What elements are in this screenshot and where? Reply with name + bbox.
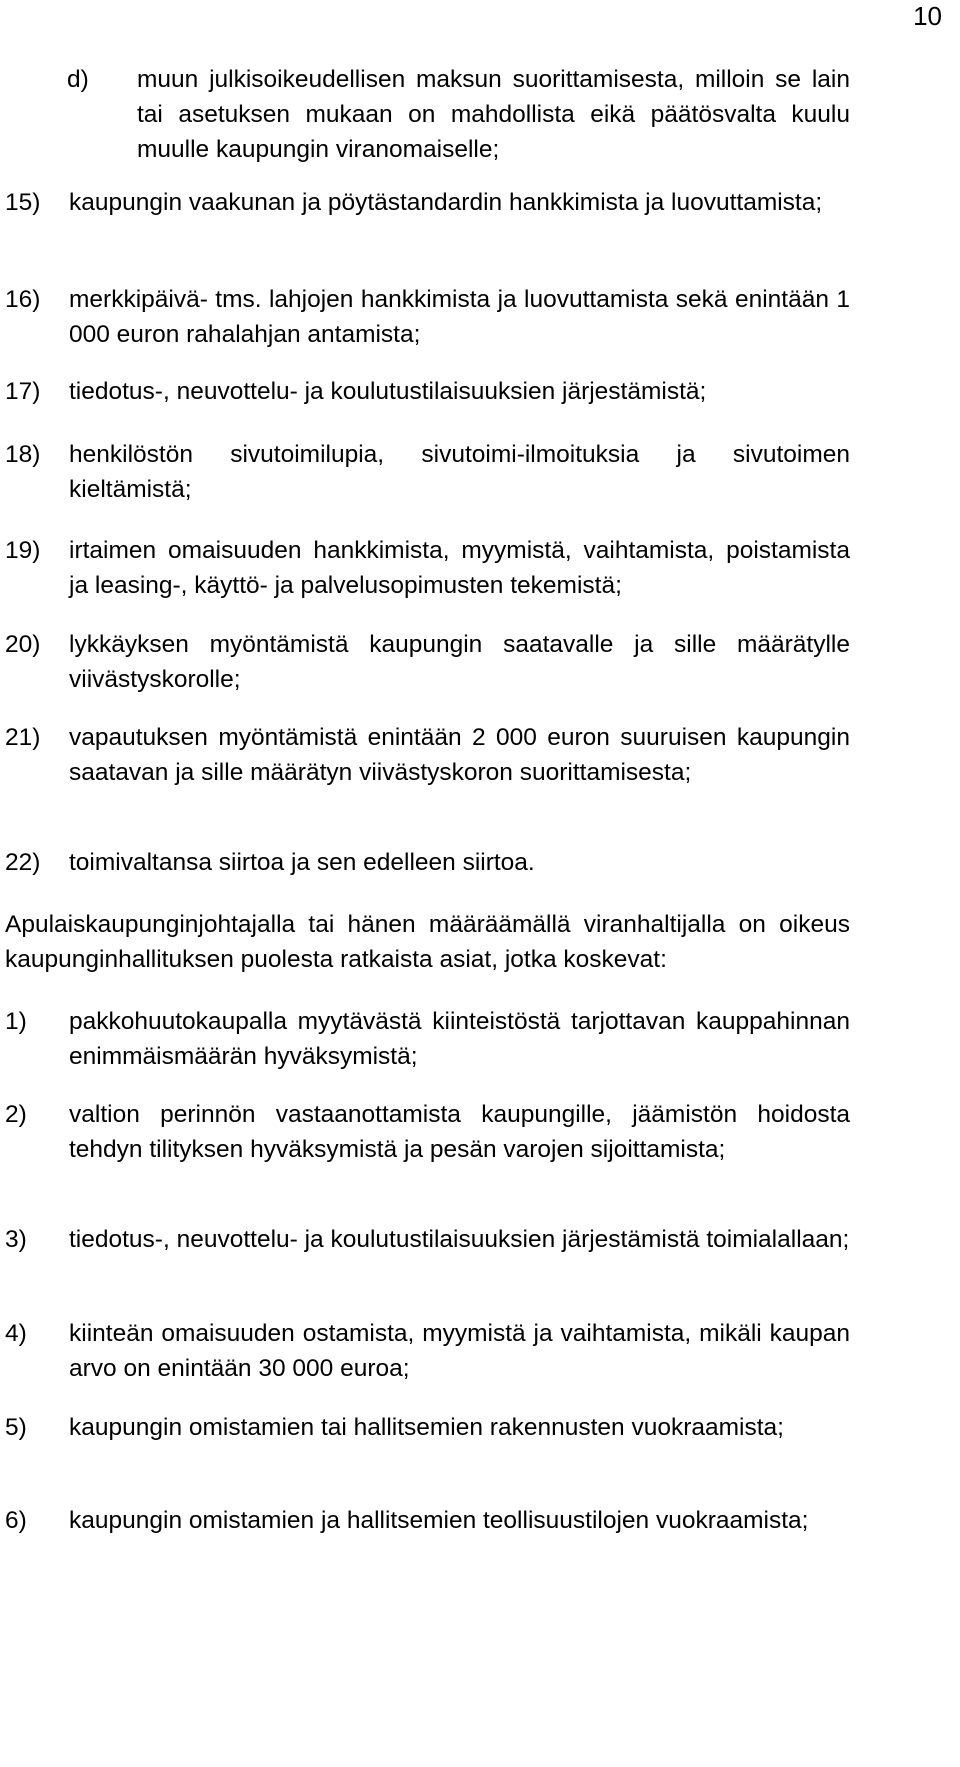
list-item-22 — [5, 845, 850, 880]
list-item-16 — [5, 282, 850, 352]
list-item-4 — [5, 1316, 850, 1386]
item-text: vapautuksen myöntämistä enintään 2 000 euron suuruisen kaupungin saatavan ja sille määrätyn viivästyskoron suorittamisesta; — [69, 724, 850, 786]
item-number: 6) — [5, 1507, 27, 1534]
item-number: 16) — [5, 286, 41, 313]
item-number: 18) — [5, 441, 41, 468]
item-number: 1) — [5, 1008, 27, 1035]
item-text: kaupungin omistamien ja hallitsemien teollisuustilojen vuokraamista; — [69, 1507, 809, 1534]
item-number: 15) — [5, 189, 41, 216]
list-item-d — [5, 62, 850, 167]
item-text: valtion perinnön vastaanottamista kaupungille, jäämistön hoidosta tehdyn tilityksen hyväksymistä ja pesän varojen sijoittamista; — [69, 1101, 850, 1163]
list-item-1 — [5, 1004, 850, 1074]
item-text: pakkohuutokaupalla myytävästä kiinteistöstä tarjottavan kauppahinnan enimmäismäärän hyväksymistä; — [69, 1008, 850, 1070]
list-item-19 — [5, 533, 850, 603]
item-number: 21) — [5, 724, 41, 751]
item-number: 3) — [5, 1226, 27, 1253]
list-item-6 — [5, 1503, 850, 1538]
item-number: 20) — [5, 631, 41, 658]
list-item-5 — [5, 1410, 850, 1445]
list-item-17 — [5, 374, 850, 409]
item-text: muun julkisoikeudellisen maksun suorittamisesta, milloin se lain tai asetuksen mukaan on mahdollista eikä päätösvalta kuulu muulle kaupungin viranomaiselle; — [137, 66, 850, 163]
item-text: kaupungin omistamien tai hallitsemien rakennusten vuokraamista; — [69, 1414, 784, 1441]
item-text: tiedotus-, neuvottelu- ja koulutustilaisuuksien järjestämistä toimialallaan; — [69, 1226, 850, 1253]
item-number: 2) — [5, 1101, 27, 1128]
list-item-15 — [5, 185, 850, 220]
item-text: lykkäyksen myöntämistä kaupungin saatavalle ja sille määrätylle viivästyskorolle; — [69, 631, 850, 693]
list-item-2 — [5, 1097, 850, 1167]
item-number: d) — [67, 66, 89, 93]
item-number: 19) — [5, 537, 41, 564]
list-item-20 — [5, 627, 850, 697]
item-text: kiinteän omaisuuden ostamista, myymistä ja vaihtamista, mikäli kaupan arvo on enintään 30 000 euroa; — [69, 1320, 850, 1382]
item-number: 4) — [5, 1320, 27, 1347]
list-item-21 — [5, 720, 850, 790]
item-text: tiedotus-, neuvottelu- ja koulutustilaisuuksien järjestämistä; — [69, 378, 707, 405]
item-text: merkkipäivä- tms. lahjojen hankkimista ja luovuttamista sekä enintään 1 000 euron rahalahjan antamista; — [69, 286, 850, 348]
list-item-3 — [5, 1222, 850, 1257]
item-number: 17) — [5, 378, 41, 405]
item-number: 22) — [5, 849, 41, 876]
item-number: 5) — [5, 1414, 27, 1441]
item-text: henkilöstön sivutoimilupia, sivutoimi-ilmoituksia ja sivutoimen kieltämistä; — [69, 441, 850, 503]
intro-paragraph: Apulaiskaupunginjohtajalla tai hänen määräämällä viranhaltijalla on oikeus kaupunginhallituksen puolesta ratkaista asiat, jotka koskevat: — [5, 911, 850, 973]
item-text: toimivaltansa siirtoa ja sen edelleen siirtoa. — [69, 849, 535, 876]
item-text: kaupungin vaakunan ja pöytästandardin hankkimista ja luovuttamista; — [69, 189, 823, 216]
list-item-18 — [5, 437, 850, 507]
page-number: 10 — [913, 1, 942, 31]
item-text: irtaimen omaisuuden hankkimista, myymistä, vaihtamista, poistamista ja leasing-, käyttö- ja palvelusopimusten tekemistä; — [69, 537, 850, 599]
